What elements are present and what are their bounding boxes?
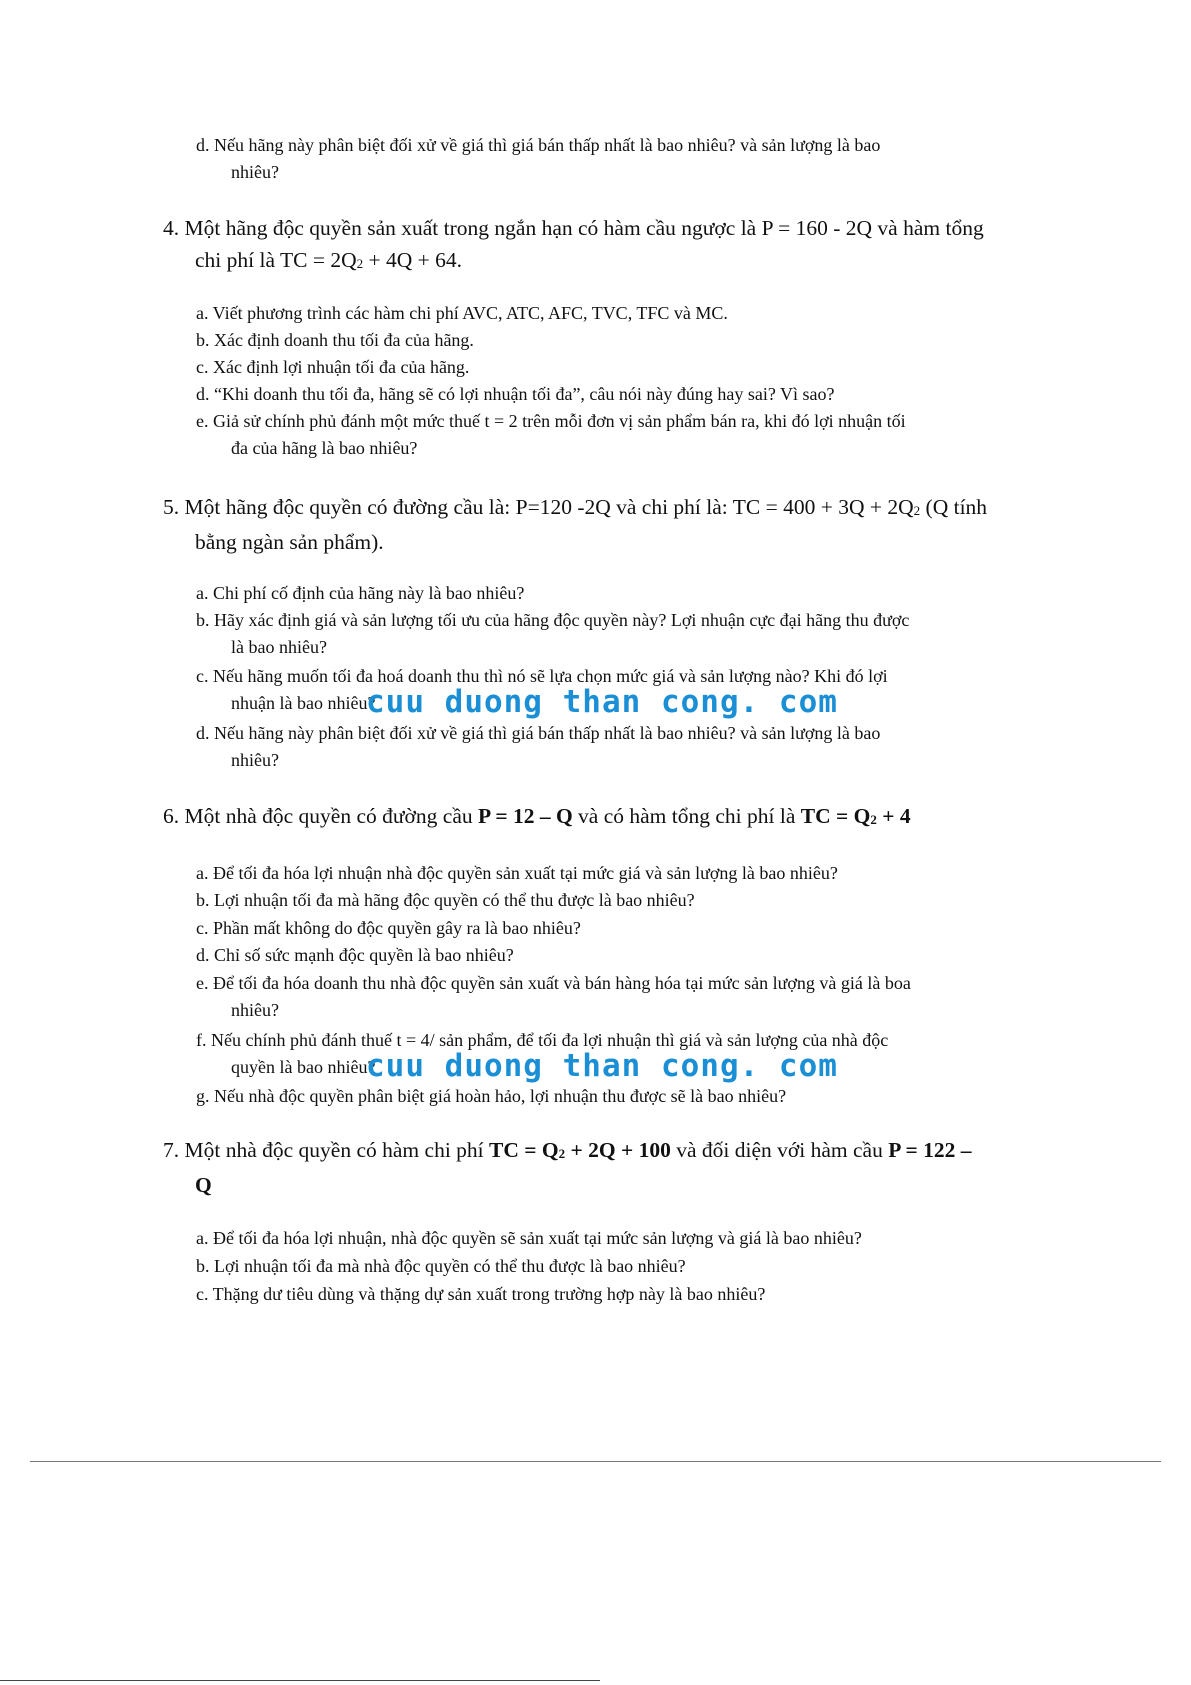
question-6: 6. Một nhà độc quyền có đường cầu P = 12 – Q và có hàm tổng chi phí là TC = $Q_2 + 4$ — [163, 804, 911, 828]
q6-option-c: c. Phần mất không do độc quyền gây ra là bao nhiêu? — [196, 918, 581, 938]
q5-option-a: a. Chi phí cố định của hãng này là bao nhiêu? — [196, 583, 525, 603]
q7-option-b: b. Lợi nhuận tối đa mà nhà độc quyền có thể thu được là bao nhiêu? — [196, 1256, 686, 1276]
question-4: 4. Một hãng độc quyền sản xuất trong ngắn hạn có hàm cầu ngược là P = 160 - 2Q và hàm tổng chi phí là TC = $2Q_2 + 4Q + 64$. — [163, 216, 984, 272]
q7-option-a: a. Để tối đa hóa lợi nhuận, nhà độc quyền sẽ sản xuất tại mức sản lượng và giá là bao nhiêu? — [196, 1228, 862, 1248]
q4-option-e: e. Giả sử chính phủ đánh một mức thuế t = 2 trên mỗi đơn vị sản phẩm bán ra, khi đó lợi nhuận tối đa của hãng là bao nhiêu? — [196, 411, 906, 458]
page-divider — [30, 1461, 1161, 1462]
q4-option-d: d. “Khi doanh thu tối đa, hãng sẽ có lợi nhuận tối đa”, câu nói này đúng hay sai? Vì sao? — [196, 384, 835, 404]
q4-option-b: b. Xác định doanh thu tối đa của hãng. — [196, 330, 474, 350]
q7-option-c: c. Thặng dư tiêu dùng và thặng dự sản xuất trong trường hợp này là bao nhiêu? — [196, 1284, 766, 1304]
question-5: 5. Một hãng độc quyền có đường cầu là: P=120 -2Q và chi phí là: TC = $400 + 3Q + 2Q_2$ (Q tính bằng ngàn sản phẩm). — [163, 495, 988, 554]
q3-option-d: d. Nếu hãng này phân biệt đối xử về giá thì giá bán thấp nhất là bao nhiêu? và sản lượng là bao nhiêu? — [196, 135, 881, 182]
q6-option-a: a. Để tối đa hóa lợi nhuận nhà độc quyền sản xuất tại mức giá và sản lượng là bao nhiêu? — [196, 863, 838, 883]
q6-option-f: f. Nếu chính phủ đánh thuế t = 4/ sản phẩm, để tối đa lợi nhuận thì giá và sản lượng của nhà độc quyền là bao nhiêu? — [196, 1030, 889, 1077]
watermark: cuu duong than cong. com — [366, 684, 838, 720]
q4-option-c: c. Xác định lợi nhuận tối đa của hãng. — [196, 357, 470, 377]
q5-option-c: c. Nếu hãng muốn tối đa hoá doanh thu thì nó sẽ lựa chọn mức giá và sản lượng nào? Khi đó lợi nhuận là bao nhiêu? — [196, 666, 888, 713]
q5-option-d: d. Nếu hãng này phân biệt đối xử về giá thì giá bán thấp nhất là bao nhiêu? và sản lượng là bao nhiêu? — [196, 723, 881, 770]
q6-option-g: g. Nếu nhà độc quyền phân biệt giá hoàn hảo, lợi nhuận thu được sẽ là bao nhiêu? — [196, 1086, 787, 1106]
watermark: cuu duong than cong. com — [366, 1048, 838, 1084]
q6-option-e: e. Để tối đa hóa doanh thu nhà độc quyền sản xuất và bán hàng hóa tại mức sản lượng và giá là boa nhiêu? — [196, 973, 911, 1020]
footer-divider — [0, 1680, 600, 1681]
q6-option-b: b. Lợi nhuận tối đa mà hãng độc quyền có thể thu được là bao nhiêu? — [196, 890, 695, 910]
q6-option-d: d. Chỉ số sức mạnh độc quyền là bao nhiêu? — [196, 945, 514, 965]
q4-option-a: a. Viết phương trình các hàm chi phí AVC, ATC, AFC, TVC, TFC và MC. — [196, 303, 728, 323]
question-7: 7. Một nhà độc quyền có hàm chi phí TC = $Q_2 + 2Q + 100$ và đối diện với hàm cầu P = 122 – Q — [163, 1138, 972, 1197]
q5-option-b: b. Hãy xác định giá và sản lượng tối ưu của hãng độc quyền này? Lợi nhuận cực đại hãng thu được là bao nhiêu? — [196, 610, 910, 657]
